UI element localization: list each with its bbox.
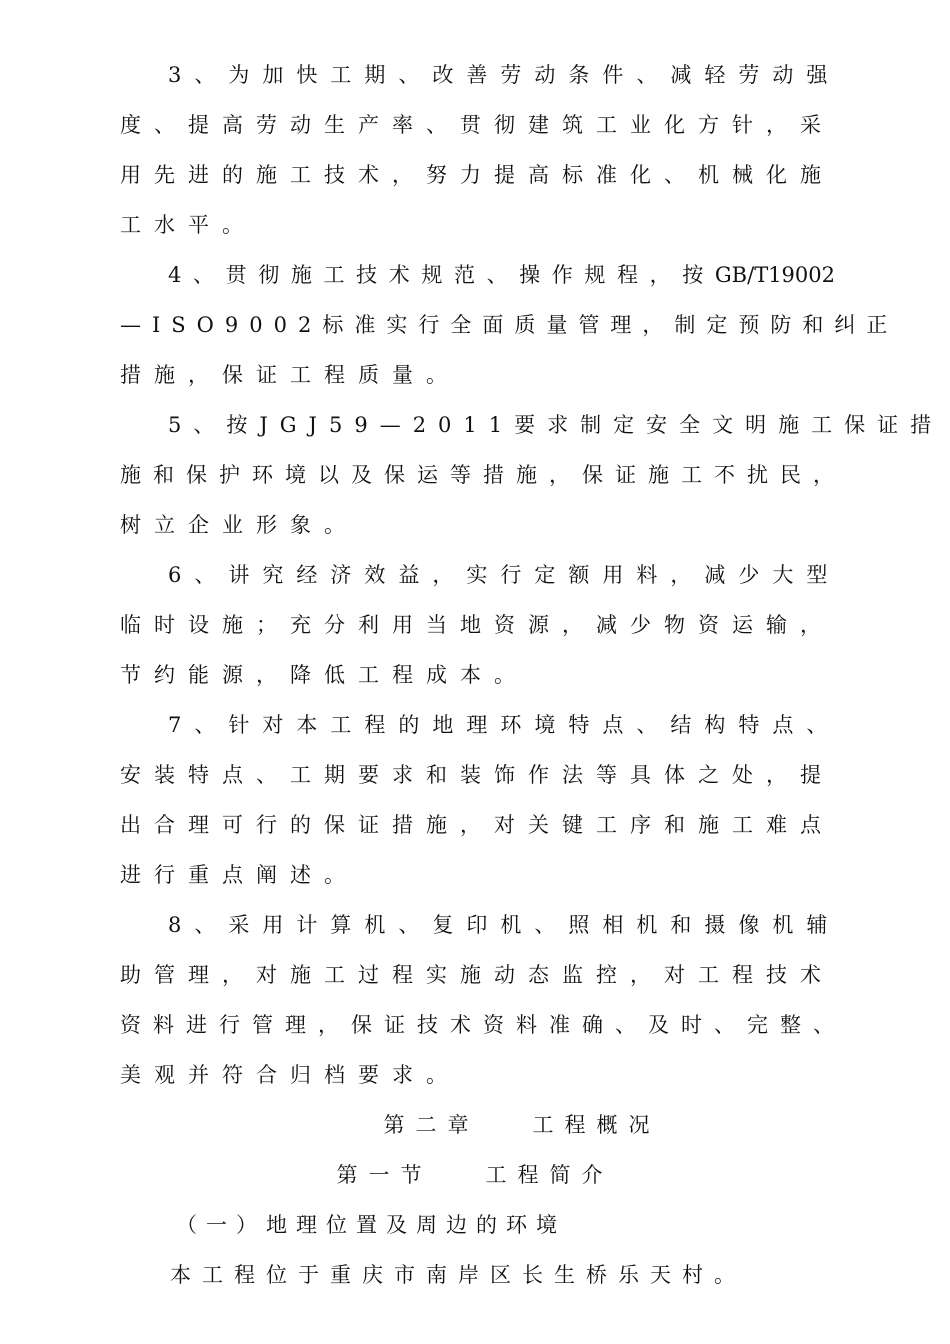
paragraph-6-line-2: 临时设施；充分利用当地资源，减少物资运输， [120, 613, 834, 637]
paragraph-8-line-3: 资料进行管理，保证技术资料准确、及时、完整、 [120, 1013, 846, 1037]
paragraph-5-line-2: 施和保护环境以及保运等措施，保证施工不扰民， [120, 463, 846, 487]
paragraph-5-line-3: 树立企业形象。 [120, 513, 358, 537]
paragraph-4-line-1: 4、贯彻施工技术规范、操作规程，按GB/T19002 [168, 263, 835, 287]
paragraph-3-line-4: 工水平。 [120, 213, 256, 237]
paragraph-8-line-4: 美观并符合归档要求。 [120, 1063, 460, 1087]
paragraph-7-line-3: 出合理可行的保证措施，对关键工序和施工难点 [120, 813, 834, 837]
paragraph-7-line-1: 7、针对本工程的地理环境特点、结构特点、 [168, 713, 841, 737]
paragraph-8-line-1: 8、采用计算机、复印机、照相机和摄像机辅 [168, 913, 841, 937]
paragraph-3-line-3: 用先进的施工技术，努力提高标准化、机械化施 [120, 163, 834, 187]
paragraph-8-line-2: 助管理，对施工过程实施动态监控，对工程技术 [120, 963, 834, 987]
subsection-title: （一）地理位置及周边的环境 [176, 1213, 566, 1237]
paragraph-7-line-2: 安装特点、工期要求和装饰作法等具体之处，提 [120, 763, 834, 787]
chapter-title: 第二章 工程概况 [383, 1113, 661, 1137]
paragraph-7-line-4: 进行重点阐述。 [120, 863, 358, 887]
location-paragraph: 本工程位于重庆市南岸区长生桥乐天村。 [170, 1263, 746, 1287]
paragraph-4-line-3: 措施，保证工程质量。 [120, 363, 460, 387]
paragraph-6-line-3: 节约能源，降低工程成本。 [120, 663, 528, 687]
section-title: 第一节 工程简介 [336, 1163, 614, 1187]
paragraph-5-line-1: 5、按JGJ59—2011要求制定安全文明施工保证措 [168, 413, 944, 437]
paragraph-4-line-2: —ISO9002标准实行全面质量管理，制定预防和纠正 [120, 313, 899, 337]
paragraph-6-line-1: 6、讲究经济效益，实行定额用料，减少大型 [168, 563, 841, 587]
paragraph-3-line-2: 度、提高劳动生产率、贯彻建筑工业化方针，采 [120, 113, 834, 137]
paragraph-3-line-1: 3、为加快工期、改善劳动条件、减轻劳动强 [168, 63, 841, 87]
